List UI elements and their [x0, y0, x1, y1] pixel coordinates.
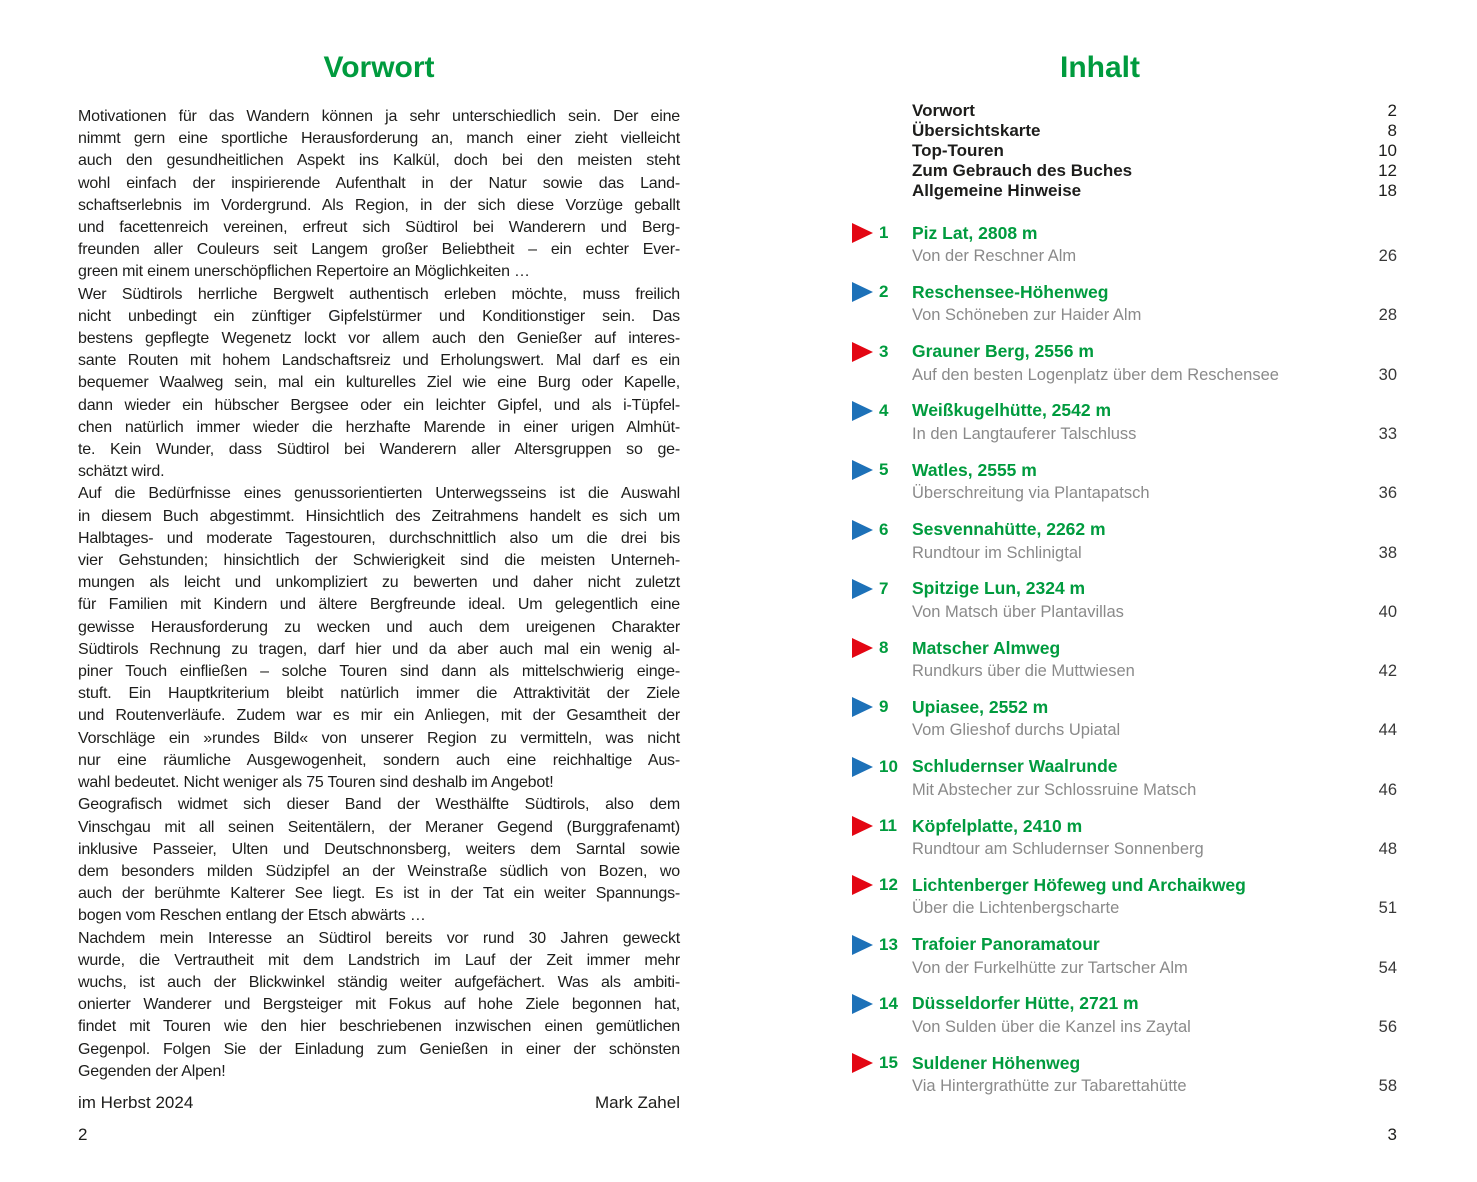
- preface-line: schätzt wird.: [78, 463, 165, 481]
- tour-title: Matscher Almweg: [912, 637, 1061, 658]
- toc-front-label: Zum Gebrauch des Buches: [912, 161, 1133, 180]
- toc-tour-item[interactable]: [852, 400, 1397, 445]
- preface-line: piner Touch einfließen – solche Touren sind dann als mittelschwierig einge-: [78, 663, 680, 681]
- tour-number: 8: [879, 638, 889, 658]
- toc-front-item[interactable]: [912, 161, 1397, 181]
- preface-body: [78, 106, 680, 1083]
- toc-front-page: 18: [1378, 181, 1397, 200]
- tour-subtitle-row: [852, 897, 1397, 919]
- preface-line: Halbtages- und moderate Tagestouren, durchschnittlich also um die drei bis: [78, 529, 680, 547]
- triangle-marker-icon: [852, 223, 873, 243]
- vorwort-title: Vorwort: [323, 51, 435, 84]
- tour-number: 4: [879, 400, 889, 420]
- preface-line: Motivationen für das Wandern können ja sehr unterschiedlich sein. Der eine: [78, 108, 680, 125]
- signature-row: [78, 1092, 680, 1114]
- toc-tour-item[interactable]: [852, 459, 1397, 504]
- toc-tour-item[interactable]: [852, 1052, 1397, 1097]
- tour-number: 5: [879, 460, 889, 480]
- tour-subtitle: Rundkurs über die Muttwiesen: [912, 662, 1135, 681]
- signature-author: Mark Zahel: [594, 1093, 680, 1112]
- toc-tour-item[interactable]: [852, 281, 1397, 326]
- preface-line: bogen vom Reschen entlang der Etsch abwärts …: [78, 907, 426, 925]
- toc-front-matter: [912, 101, 1397, 201]
- preface-line: vier Gehstunden; hinsichtlich der Schwierigkeit sind die meisten Unterneh-: [78, 552, 680, 570]
- toc-tour-item[interactable]: [852, 874, 1397, 919]
- toc-front-page: 2: [1387, 101, 1397, 120]
- tour-title: Upiasee, 2552 m: [912, 696, 1049, 717]
- tour-number: 11: [879, 816, 897, 835]
- tour-page-number: 33: [1378, 424, 1397, 443]
- tour-head-row: [852, 400, 1397, 422]
- tour-title: Piz Lat, 2808 m: [912, 222, 1038, 243]
- tour-number: 2: [879, 282, 889, 302]
- tour-subtitle-row: [852, 957, 1397, 979]
- tour-number: 15: [879, 1053, 898, 1073]
- tour-title: Schludernser Waalrunde: [912, 756, 1118, 777]
- toc-tour-item[interactable]: [852, 696, 1397, 741]
- tour-subtitle: Rundtour im Schlinigtal: [912, 543, 1082, 562]
- triangle-marker-icon: [852, 697, 873, 717]
- tour-title: Lichtenberger Höfeweg und Archaikweg: [912, 874, 1246, 895]
- preface-line: Nachdem mein Interesse an Südtirol bereits vor rund 30 Jahren geweckt: [78, 929, 680, 947]
- tour-subtitle-row: [852, 838, 1397, 860]
- tour-head-row: [852, 1052, 1397, 1074]
- triangle-marker-icon: [852, 401, 873, 421]
- triangle-marker-icon: [852, 638, 873, 658]
- preface-line: mungen als leicht und unkompliziert zu bewerten und daher nicht zuletzt: [78, 574, 680, 592]
- tour-head-row: [852, 578, 1397, 600]
- tour-subtitle: Überschreitung via Plantapatsch: [912, 484, 1150, 503]
- preface-line: wohl einfach der inspirierende Aufenthalt in der Natur sowie das Land-: [78, 174, 680, 192]
- toc-front-item[interactable]: [912, 101, 1397, 121]
- toc-front-item[interactable]: [912, 141, 1397, 161]
- preface-line: Auf die Bedürfnisse eines genussorientierten Unterwegsseins ist die Auswahl: [78, 485, 680, 503]
- toc-tour-item[interactable]: [852, 578, 1397, 623]
- tour-title: Sesvennahütte, 2262 m: [912, 519, 1106, 539]
- page-number-left: 2: [78, 1125, 88, 1144]
- tour-subtitle: Von der Reschner Alm: [912, 247, 1077, 265]
- toc-front-page: 8: [1387, 121, 1397, 140]
- toc-front-item[interactable]: [912, 121, 1397, 141]
- preface-line: findet mit Touren wie den hier beschriebenen inzwischen einen gemütlichen: [78, 1018, 680, 1036]
- toc-front-label: Top-Touren: [912, 141, 1004, 160]
- tour-subtitle-row: [852, 423, 1397, 445]
- triangle-marker-icon: [852, 282, 873, 302]
- preface-line: freunden aller Couleurs seit Langem großer Beliebtheit – ein echter Ever-: [78, 241, 680, 259]
- tour-page-number: 30: [1378, 365, 1397, 384]
- tour-head-row: [852, 222, 1397, 244]
- tour-subtitle-row: [852, 542, 1397, 564]
- tour-head-row: [852, 519, 1397, 541]
- tour-title: Spitzige Lun, 2324 m: [912, 578, 1086, 599]
- tour-head-row: [852, 993, 1397, 1015]
- toc-tour-item[interactable]: [852, 637, 1397, 682]
- tour-page-number: 36: [1378, 484, 1397, 503]
- tour-head-row: [852, 637, 1397, 659]
- tour-subtitle: Von Schöneben zur Haider Alm: [912, 306, 1142, 325]
- preface-line: stuft. Ein Hauptkriterium bleibt natürlich immer die Attraktivität der Ziele: [78, 685, 680, 703]
- preface-line: nur eine räumliche Ausgewogenheit, sondern auch eine reichhaltige Aus-: [78, 751, 680, 769]
- tour-head-row: [852, 281, 1397, 303]
- tour-subtitle-row: [852, 1075, 1397, 1097]
- preface-line: nicht unbedingt ein zünftiger Gipfelstürmer und Konditionstiger sein. Das: [78, 307, 680, 325]
- tour-head-row: [852, 874, 1397, 896]
- tour-number: 12: [879, 875, 898, 895]
- tour-head-row: [852, 459, 1397, 481]
- preface-line: bequemer Waalweg sein, mal ein kulturelles Ziel wie eine Burg oder Kapelle,: [78, 374, 680, 392]
- signature-date: im Herbst 2024: [78, 1093, 194, 1112]
- tour-head-row: [852, 341, 1397, 363]
- preface-line: und facettenreich vereinen, erfreut sich Südtirol bei Wanderern und Berg-: [78, 219, 680, 237]
- tour-page-number: 51: [1378, 899, 1397, 918]
- tour-page-number: 58: [1378, 1077, 1397, 1096]
- tour-title: Weißkugelhütte, 2542 m: [912, 400, 1112, 421]
- tour-title: Grauner Berg, 2556 m: [912, 341, 1094, 362]
- preface-line: Geografisch widmet sich dieser Band der Westhälfte Südtirols, also dem: [78, 796, 680, 814]
- toc-front-page: 12: [1378, 161, 1397, 180]
- tour-subtitle: Mit Abstecher zur Schlossruine Matsch: [912, 780, 1197, 799]
- preface-line: wuchs, ist auch der Blickwinkel ständig weiter aufgefächert. Was als ambiti-: [78, 973, 680, 991]
- tour-page-number: 28: [1378, 306, 1397, 325]
- triangle-marker-icon: [852, 1053, 873, 1073]
- tour-subtitle: Von Matsch über Plantavillas: [912, 602, 1124, 621]
- preface-line: dem besonders milden Südzipfel an der Weinstraße südlich von Bozen, wo: [78, 862, 680, 880]
- tour-subtitle-row: [852, 1016, 1397, 1038]
- preface-line: schaftserlebnis im Vordergrund. Als Region, in der sich diese Vorzüge geballt: [78, 196, 680, 214]
- toc-tour-item[interactable]: [852, 756, 1397, 801]
- preface-line: Südtirols Rechnung zu tragen, darf hier und da aber auch mal ein wenig al-: [78, 640, 680, 658]
- tour-title: Trafoier Panoramatour: [912, 934, 1100, 955]
- tour-subtitle-row: [852, 304, 1397, 326]
- toc-front-page: 10: [1378, 141, 1397, 160]
- preface-line: für Familien mit Kindern und ältere Bergfreunde ideal. Um gelegentlich eine: [78, 596, 680, 614]
- tour-page-number: 26: [1378, 247, 1397, 265]
- tour-page-number: 38: [1378, 543, 1397, 562]
- tour-subtitle-row: [852, 719, 1397, 741]
- tour-subtitle: Von der Furkelhütte zur Tartscher Alm: [912, 958, 1188, 977]
- tour-subtitle: Auf den besten Logenplatz über dem Reschensee: [912, 365, 1279, 384]
- tour-subtitle-row: [852, 660, 1397, 682]
- preface-line: Vorschläge ein »rundes Bild« von unserer Region zu vermitteln, was nicht: [78, 729, 680, 747]
- toc-tour-item[interactable]: [852, 519, 1397, 564]
- toc-front-label: Vorwort: [912, 101, 975, 120]
- preface-line: auch der berühmte Kalterer See liegt. Es ist in der Tat ein weiter Spannungs-: [78, 885, 680, 903]
- preface-line: sante Routen mit hohem Landschaftsreiz und Erholungswert. Mal darf es ein: [78, 352, 680, 370]
- preface-line: inklusive Passeier, Ulten und Deutschnonsberg, weiters dem Sarntal sowie: [78, 840, 680, 858]
- tour-subtitle: Von Sulden über die Kanzel ins Zaytal: [912, 1017, 1191, 1036]
- triangle-marker-icon: [852, 935, 873, 955]
- preface-line: Gegenpol. Folgen Sie der Einladung zum Genießen in einer der schönsten: [78, 1040, 680, 1058]
- tour-page-number: 44: [1378, 721, 1397, 740]
- toc-front-label: Übersichtskarte: [912, 121, 1041, 140]
- preface-line: nimmt gern eine sportliche Herausforderung an, manch einer zieht vielleicht: [78, 130, 680, 148]
- tour-subtitle: Über die Lichtenbergscharte: [912, 899, 1120, 918]
- tour-number: 7: [879, 578, 889, 598]
- tour-subtitle-row: [852, 482, 1397, 504]
- preface-line: bestens gepflegte Wegenetz lockt vor allem auch den Genießer auf interes-: [78, 330, 680, 348]
- preface-line: Vinschgau mit all seinen Seitentälern, der Meraner Gegend (Burggrafenamt): [78, 818, 680, 836]
- tour-title: Reschensee-Höhenweg: [912, 281, 1109, 302]
- preface-line: in diesem Buch abgestimmt. Hinsichtlich des Zeitrahmens handelt es sich um: [78, 507, 680, 525]
- inhalt-title: Inhalt: [1060, 51, 1140, 84]
- toc-tour-item[interactable]: [852, 341, 1397, 386]
- tour-subtitle-row: [852, 364, 1397, 386]
- tour-subtitle-row: [852, 601, 1397, 623]
- toc-tour-item[interactable]: [852, 815, 1397, 860]
- toc-front-label: Allgemeine Hinweise: [912, 181, 1082, 200]
- preface-line: Gegenden der Alpen!: [78, 1062, 226, 1080]
- toc-front-item[interactable]: [912, 181, 1397, 201]
- preface-line: wahl bedeutet. Nicht weniger als 75 Touren sind deshalb im Angebot!: [78, 774, 554, 792]
- tour-number: 14: [879, 993, 898, 1013]
- preface-line: auch den gesundheitlichen Aspekt ins Kalkül, doch bei den meisten steht: [78, 152, 680, 170]
- preface-line: onierter Wanderer und Bergsteiger mit Fokus auf hohe Ziele begonnen hat,: [78, 996, 680, 1014]
- triangle-marker-icon: [852, 520, 873, 540]
- preface-line: Wer Südtirols herrliche Bergwelt authentisch erleben möchte, muss freilich: [78, 285, 680, 303]
- tour-subtitle: Rundtour am Schludernser Sonnenberg: [912, 840, 1204, 858]
- tour-head-row: [852, 696, 1397, 718]
- tour-title: Düsseldorfer Hütte, 2721 m: [912, 993, 1139, 1014]
- tour-subtitle: In den Langtauferer Talschluss: [912, 424, 1137, 443]
- preface-line: dann wieder ein hübscher Bergsee oder ein leichter Gipfel, und als i-Tüpfel-: [78, 396, 680, 414]
- tour-head-row: [852, 815, 1397, 837]
- page-number-right: 3: [1387, 1125, 1397, 1144]
- preface-line: chen natürlich immer wieder die herzhafte Marende in einer urigen Almhüt-: [78, 418, 680, 436]
- triangle-marker-icon: [852, 875, 873, 895]
- toc-tour-item[interactable]: [852, 934, 1397, 979]
- tour-page-number: 40: [1378, 602, 1397, 621]
- triangle-marker-icon: [852, 994, 873, 1014]
- tour-title: Köpfelplatte, 2410 m: [912, 815, 1083, 836]
- triangle-marker-icon: [852, 757, 873, 777]
- tour-subtitle: Vom Glieshof durchs Upiatal: [912, 721, 1121, 740]
- tour-number: 1: [879, 223, 889, 242]
- triangle-marker-icon: [852, 816, 873, 836]
- tour-number: 10: [879, 756, 898, 776]
- tour-title: Watles, 2555 m: [912, 459, 1037, 480]
- toc-tour-item[interactable]: [852, 993, 1397, 1038]
- tour-number: 3: [879, 341, 889, 361]
- tour-number: 9: [879, 697, 889, 717]
- tour-head-row: [852, 756, 1397, 778]
- tour-page-number: 46: [1378, 780, 1397, 799]
- tour-subtitle: Via Hintergrathütte zur Tabarettahütte: [912, 1077, 1187, 1096]
- preface-line: gewisse Herausforderung zu wecken und auch dem ureigenen Charakter: [78, 618, 680, 636]
- preface-line: wurde, die Vertrautheit mit dem Landstrich im Lauf der Zeit immer mehr: [78, 951, 680, 969]
- tour-page-number: 54: [1378, 958, 1397, 977]
- tour-page-number: 56: [1378, 1017, 1397, 1036]
- tour-page-number: 42: [1378, 662, 1397, 681]
- triangle-marker-icon: [852, 342, 873, 362]
- tour-page-number: 48: [1378, 840, 1397, 858]
- toc-tour-item[interactable]: [852, 222, 1397, 267]
- tour-number: 13: [879, 934, 898, 954]
- tour-title: Suldener Höhenweg: [912, 1052, 1081, 1073]
- preface-line: green mit einem unerschöpflichen Repertoire an Möglichkeiten …: [78, 263, 530, 281]
- triangle-marker-icon: [852, 460, 873, 480]
- triangle-marker-icon: [852, 579, 873, 599]
- preface-line: und Routenverläufe. Zudem war es mir ein Anliegen, mit der Gesamtheit der: [78, 707, 680, 725]
- preface-line: te. Kein Wunder, dass Südtirol bei Wanderern aller Altersgruppen so ge-: [78, 441, 680, 459]
- tour-head-row: [852, 934, 1397, 956]
- tour-subtitle-row: [852, 779, 1397, 801]
- tour-subtitle-row: [852, 245, 1397, 267]
- tour-number: 6: [879, 519, 889, 539]
